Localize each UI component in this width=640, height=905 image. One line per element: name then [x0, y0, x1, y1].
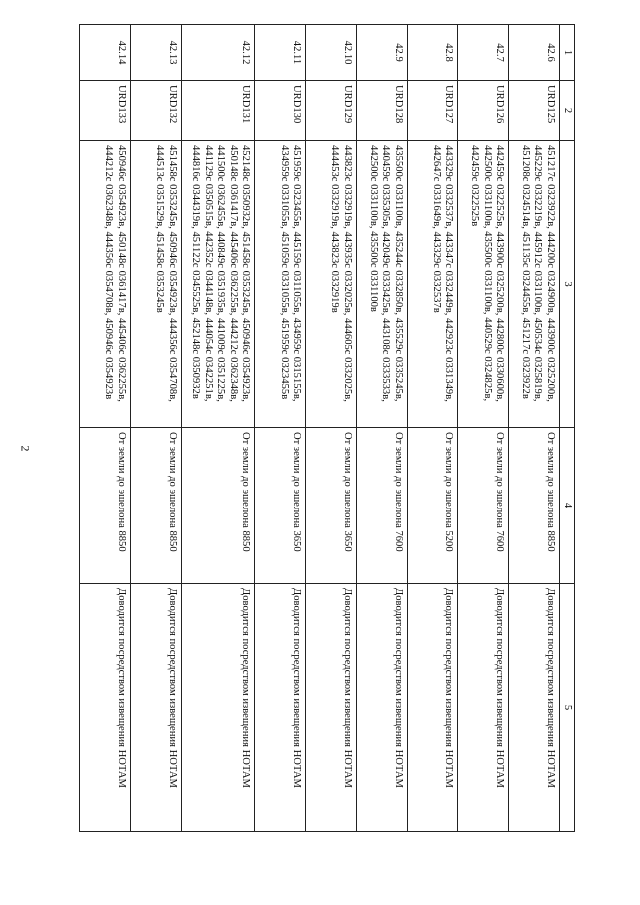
note-cell: Доводится посредством извещения НОТАМ — [80, 584, 131, 832]
zone-code-cell: URD128 — [356, 81, 407, 141]
row-number-cell: 42.12 — [181, 25, 255, 81]
page-number: 2 — [18, 445, 33, 452]
column-header: 1 — [560, 25, 575, 81]
column-header: 5 — [560, 584, 575, 832]
table-row — [509, 25, 560, 832]
altitude-cell: От земли до эшелона 7600 — [458, 428, 509, 584]
zone-code-cell: URD125 — [509, 81, 560, 141]
table-row — [356, 25, 407, 832]
coordinates-cell: 442459с 0322525в, 443900с 0325200в, 442800с 0330600в, 442500с 0331100в, 435500с 0331100в, 440529с 0324825в, 442459с 0322525в — [458, 141, 509, 428]
zone-code-cell: URD132 — [130, 81, 181, 141]
altitude-cell: От земли до эшелона 3650 — [255, 428, 306, 584]
altitude-cell: От земли до эшелона 8850 — [130, 428, 181, 584]
coordinates-cell: 451217с 0323922в, 444200с 0324900в, 443900с 0325200в, 445229с 0332219в, 445912с 0331100в, 450534с 0325819в, 451208с 0324514в, 451135с 0324455в, 451217с 0323922в — [509, 141, 560, 428]
column-header: 2 — [560, 81, 575, 141]
note-cell: Доводится посредством извещения НОТАМ — [306, 584, 357, 832]
zone-code-cell: URD126 — [458, 81, 509, 141]
zone-code-cell: URD133 — [80, 81, 131, 141]
table-row — [80, 25, 131, 832]
row-number-cell: 42.6 — [509, 25, 560, 81]
row-number-cell: 42.13 — [130, 25, 181, 81]
altitude-cell: От земли до эшелона 5200 — [407, 428, 458, 584]
note-cell: Доводится посредством извещения НОТАМ — [130, 584, 181, 832]
coordinates-cell: 443329с 0332537в, 443347с 0332449в, 442923с 0331349в, 442647с 0331649в, 443329с 0332537в — [407, 141, 458, 428]
zone-code-cell: URD127 — [407, 81, 458, 141]
row-number-cell: 42.9 — [356, 25, 407, 81]
note-cell: Доводится посредством извещения НОТАМ — [509, 584, 560, 832]
coordinates-cell: 450946с 0354923в, 450148с 0361417в, 445406с 0362255в, 444212с 0362348в, 444356с 0354708в, 450946с 0354923в — [80, 141, 131, 428]
coordinates-cell: 451959с 0323455в, 445159с 0311055в, 434959с 0315155в, 434959с 0331055в, 451059с 0331055в, 451959с 0323455в — [255, 141, 306, 428]
row-number-cell: 42.14 — [80, 25, 131, 81]
coordinates-cell: 435500с 0331100в, 435244с 0332850в, 435529с 0335245в, 440459с 0335305в, 442049с 0333425в, 443108с 0333533в, 442500с 0331100в, 435500с 0331100в — [356, 141, 407, 428]
note-cell: Доводится посредством извещения НОТАМ — [407, 584, 458, 832]
table-row — [130, 25, 181, 832]
airspace-table — [79, 24, 575, 832]
altitude-cell: От земли до эшелона 3650 — [306, 428, 357, 584]
altitude-cell: От земли до эшелона 7600 — [356, 428, 407, 584]
coordinates-cell: 443823с 0332919в, 443935с 0332025в, 444605с 0332025в, 444453с 0332919в, 443823с 0332919в — [306, 141, 357, 428]
table-row — [306, 25, 357, 832]
coordinates-cell: 452148с 0350932в, 451458с 0353245в, 450946с 0354923в, 450148с 0361417в, 445406с 0362255в, 444212с 0362348в, 441500с 0362455в, 440849с 0351935в, 441009с 0351225в, 441129с 0350515в, 442352с 0344148в, 444054с 0342251в, 444816с 0344319в, 451122с 0345525в, 452148с 0350932в — [181, 141, 255, 428]
note-cell: Доводится посредством извещения НОТАМ — [356, 584, 407, 832]
zone-code-cell: URD131 — [181, 81, 255, 141]
zone-code-cell: URD130 — [255, 81, 306, 141]
column-header: 3 — [560, 141, 575, 428]
column-header: 4 — [560, 428, 575, 584]
row-number-cell: 42.11 — [255, 25, 306, 81]
table-row — [181, 25, 255, 832]
note-cell: Доводится посредством извещения НОТАМ — [255, 584, 306, 832]
rotated-table-container — [79, 24, 575, 831]
table-row — [458, 25, 509, 832]
row-number-cell: 42.10 — [306, 25, 357, 81]
zone-code-cell: URD129 — [306, 81, 357, 141]
table-header-row — [560, 25, 575, 832]
row-number-cell: 42.8 — [407, 25, 458, 81]
altitude-cell: От земли до эшелона 8850 — [80, 428, 131, 584]
altitude-cell: От земли до эшелона 8850 — [509, 428, 560, 584]
coordinates-cell: 451458с 0353245в, 450946с 0354923в, 444356с 0354708в, 444513с 0351529в, 451458с 0353245в — [130, 141, 181, 428]
row-number-cell: 42.7 — [458, 25, 509, 81]
table-row — [255, 25, 306, 832]
note-cell: Доводится посредством извещения НОТАМ — [181, 584, 255, 832]
altitude-cell: От земли до эшелона 8850 — [181, 428, 255, 584]
table-row — [407, 25, 458, 832]
note-cell: Доводится посредством извещения НОТАМ — [458, 584, 509, 832]
